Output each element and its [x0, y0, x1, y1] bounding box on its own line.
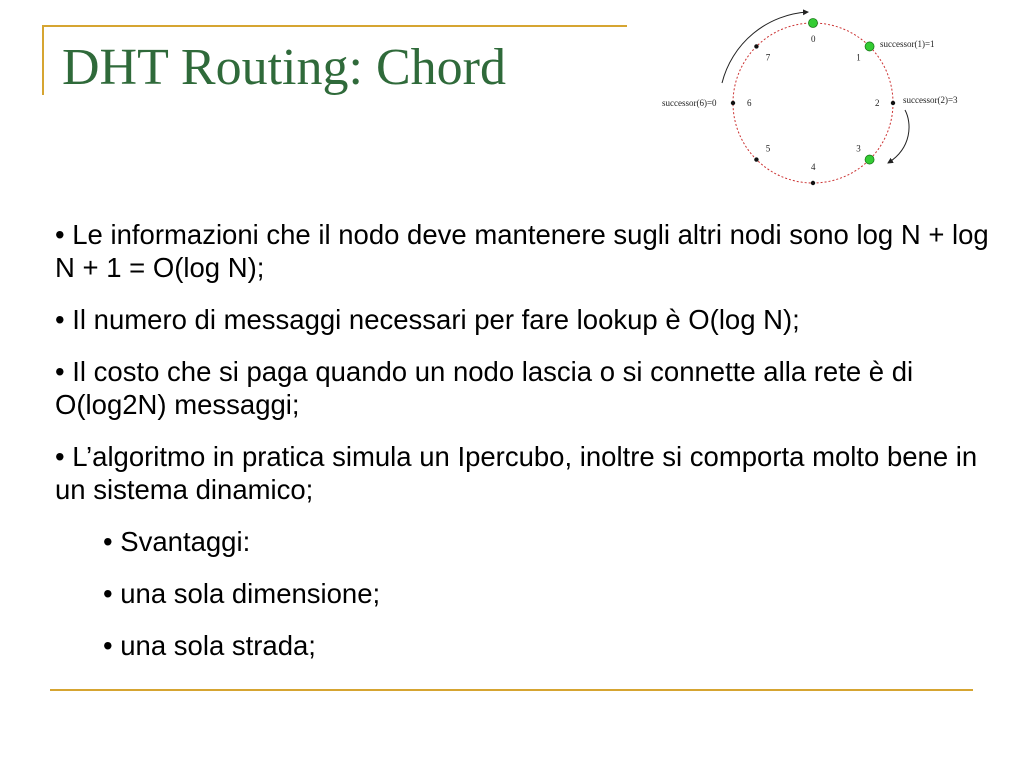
ring-node-6 — [731, 101, 735, 105]
ring-labels — [747, 34, 880, 172]
ring-node-label-6: 6 — [747, 98, 752, 108]
successor-arrow-6 — [722, 12, 808, 83]
ring-node-7 — [754, 44, 758, 48]
ring-node-5 — [754, 157, 758, 161]
successor-arrow-2 — [888, 110, 909, 163]
bullet-algoritmo: • L’algoritmo in pratica simula un Ipercubo, inoltre si comporta molto bene in un sistema dinamico; — [55, 441, 978, 505]
ring-node-label-7: 7 — [765, 52, 771, 63]
ring-node-label-1: 1 — [856, 52, 861, 63]
title-left-rule — [42, 25, 44, 95]
slide-title: DHT Routing: Chord — [62, 39, 506, 96]
ring-node-1 — [865, 42, 874, 51]
successor-label-6: successor(6)=0 — [662, 98, 717, 108]
ring-node-label-4: 4 — [811, 162, 816, 172]
chord-ring-diagram — [650, 8, 980, 198]
successor-label-1: successor(1)=1 — [880, 39, 935, 49]
title-top-rule — [42, 25, 627, 27]
ring-node-2 — [891, 101, 895, 105]
bullet-informazioni: • Le informazioni che il nodo deve mantenere sugli altri nodi sono log N + log N + 1 = O(log N); — [55, 219, 989, 283]
footer-rule — [50, 689, 973, 691]
ring-node-label-2: 2 — [875, 98, 880, 108]
slide-body — [55, 218, 995, 681]
bullet-costo: • Il costo che si paga quando un nodo lascia o si connette alla rete è di O(log2N) messaggi; — [55, 356, 914, 420]
bullet-lookup: • Il numero di messaggi necessari per fare lookup è O(log N); — [55, 304, 800, 335]
ring-node-4 — [811, 181, 815, 185]
ring-node-0 — [809, 19, 818, 28]
ring-node-label-5: 5 — [765, 143, 771, 154]
sub-bullet-svantaggi: • Svantaggi: — [103, 526, 251, 557]
sub-bullet-strada: • una sola strada; — [103, 630, 316, 661]
successor-label-2: successor(2)=3 — [903, 95, 958, 105]
sub-bullet-dimensione: • una sola dimensione; — [103, 578, 381, 609]
ring-node-3 — [865, 155, 874, 164]
ring-node-label-0: 0 — [811, 34, 816, 44]
ring-node-label-3: 3 — [856, 143, 861, 154]
